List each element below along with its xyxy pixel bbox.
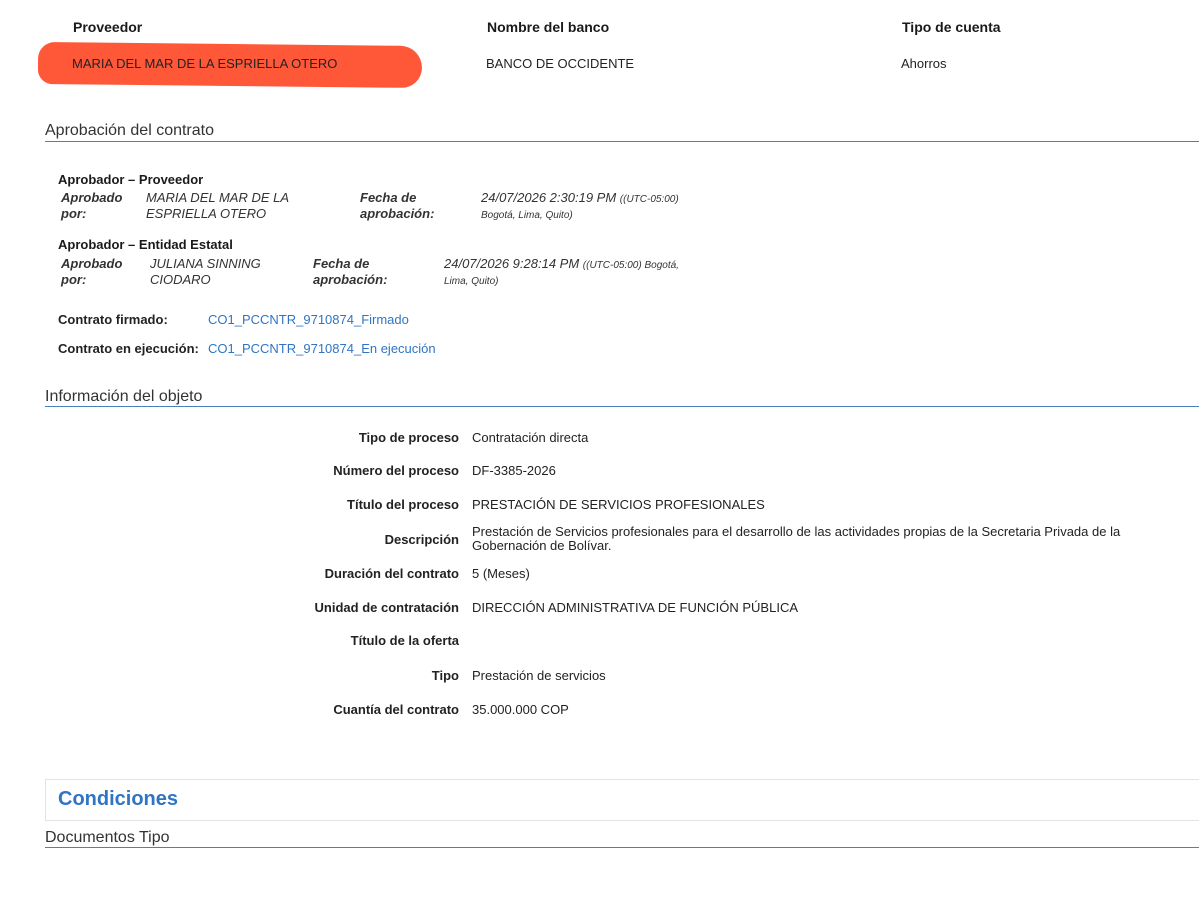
field-value-description: Prestación de Servicios profesionales para el desarrollo de las actividades propias de la Secretaria Privada de la Gobernación de Bolívar. xyxy=(472,524,1121,553)
execution-contract-label: Contrato en ejecución: xyxy=(58,341,199,356)
header-account-type: Tipo de cuenta xyxy=(902,19,1001,35)
field-value-contracting-unit: DIRECCIÓN ADMINISTRATIVA DE FUNCIÓN PÚBLICA xyxy=(472,600,799,615)
field-label-contract-amount: Cuantía del contrato xyxy=(333,702,459,717)
provider-name: MARIA DEL MAR DE LA ESPRIELLA OTERO xyxy=(72,56,338,71)
field-value-duration: 5 (Meses) xyxy=(472,566,530,581)
section-title-object-info: Información del objeto xyxy=(45,388,203,405)
bank-name: BANCO DE OCCIDENTE xyxy=(486,56,635,71)
provider-approval-date-label: Fecha de aprobación: xyxy=(360,190,435,221)
field-value-process-title: PRESTACIÓN DE SERVICIOS PROFESIONALES xyxy=(472,497,765,512)
section-divider xyxy=(45,141,1199,142)
entity-approval-date: 24/07/2026 9:28:14 PM ((UTC-05:00) Bogotá, Lima, Quito) xyxy=(444,256,679,287)
provider-approved-by-label: Aprobado por: xyxy=(61,190,123,221)
conditions-title[interactable]: Condiciones xyxy=(58,788,179,810)
section-title-documents: Documentos Tipo xyxy=(45,829,170,846)
account-type: Ahorros xyxy=(901,56,947,71)
field-label-process-type: Tipo de proceso xyxy=(358,430,459,445)
field-label-description: Descripción xyxy=(384,532,459,547)
provider-approver-name: MARIA DEL MAR DE LA ESPRIELLA OTERO xyxy=(146,190,290,221)
field-value-process-type: Contratación directa xyxy=(472,430,589,445)
field-label-contracting-unit: Unidad de contratación xyxy=(314,600,459,615)
field-label-process-title: Título del proceso xyxy=(347,497,459,512)
field-value-process-number: DF-3385-2026 xyxy=(472,463,556,478)
field-label-offer-title: Título de la oferta xyxy=(350,633,459,648)
section-title-approval: Aprobación del contrato xyxy=(45,122,214,139)
entity-approver-name: JULIANA SINNING CIODARO xyxy=(150,256,261,287)
field-value-contract-amount: 35.000.000 COP xyxy=(472,702,569,717)
field-label-duration: Duración del contrato xyxy=(324,566,459,581)
entity-approved-by-label: Aprobado por: xyxy=(61,256,123,287)
section-divider xyxy=(45,406,1199,407)
conditions-panel[interactable] xyxy=(45,779,1199,821)
provider-approval-date: 24/07/2026 2:30:19 PM ((UTC-05:00) Bogotá, Lima, Quito) xyxy=(481,190,679,221)
section-divider xyxy=(45,847,1199,848)
execution-contract-link[interactable]: CO1_PCCNTR_9710874_En ejecución xyxy=(208,341,436,356)
entity-approval-date-label: Fecha de aprobación: xyxy=(313,256,388,287)
field-value-type: Prestación de servicios xyxy=(472,668,606,683)
header-bank-name: Nombre del banco xyxy=(487,19,610,35)
signed-contract-link[interactable]: CO1_PCCNTR_9710874_Firmado xyxy=(208,312,409,327)
signed-contract-label: Contrato firmado: xyxy=(58,312,168,327)
provider-approver-heading: Aprobador – Proveedor xyxy=(58,172,204,187)
header-provider: Proveedor xyxy=(73,19,143,35)
entity-approver-heading: Aprobador – Entidad Estatal xyxy=(58,237,233,252)
field-label-type: Tipo xyxy=(431,668,459,683)
field-label-process-number: Número del proceso xyxy=(333,463,459,478)
